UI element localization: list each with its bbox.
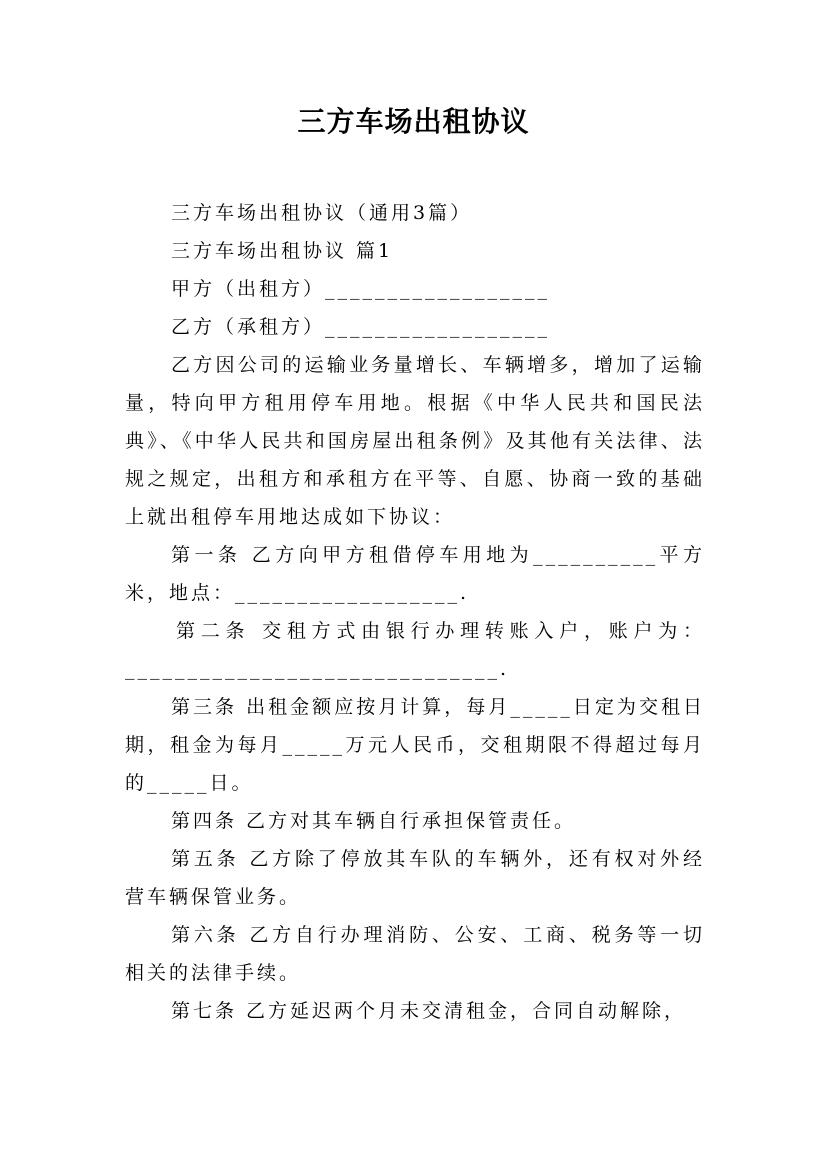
paragraph-section-heading: 三方车场出租协议 篇1 — [171, 240, 394, 262]
paragraph-preamble: 乙方因公司的运输业务量增长、车辆增多，增加了运输量，特向甲方租用停车用地。根据《中华人民共和国民法典》、《中华人民共和国房屋出租条例》及其他有关法律、法规之规定，出租方和承租方在平等、自愿、协商一致的基础上就出租停车用地达成如下协议： — [125, 354, 705, 528]
paragraph-party-b: 乙方（承租方）__________________ — [171, 316, 551, 338]
paragraph-article-1: 第一条 乙方向甲方租借停车用地为__________平方米，地点：__________________. — [125, 544, 705, 604]
paragraph-article-7: 第七条 乙方延迟两个月未交清租金，合同自动解除， — [171, 1000, 687, 1022]
paragraph-article-4: 第四条 乙方对其车辆自行承担保管责任。 — [171, 810, 577, 832]
paragraph-article-2: 第二条 交租方式由银行办理转账入户，账户为：______________________________. — [125, 620, 705, 680]
document-body — [125, 194, 705, 1030]
paragraph-article-5: 第五条 乙方除了停放其车队的车辆外，还有权对外经营车辆保管业务。 — [125, 848, 705, 908]
paragraph-party-a: 甲方（出租方）__________________ — [171, 278, 551, 300]
document-title: 三方车场出租协议 — [297, 105, 530, 138]
paragraph-article-3: 第三条 出租金额应按月计算，每月_____日定为交租日期，租金为每月_____万元人民币，交租期限不得超过每月的_____日。 — [125, 696, 705, 794]
paragraph-article-6: 第六条 乙方自行办理消防、公安、工商、税务等一切相关的法律手续。 — [125, 924, 705, 984]
paragraph-subtitle: 三方车场出租协议（通用3篇） — [171, 202, 473, 224]
